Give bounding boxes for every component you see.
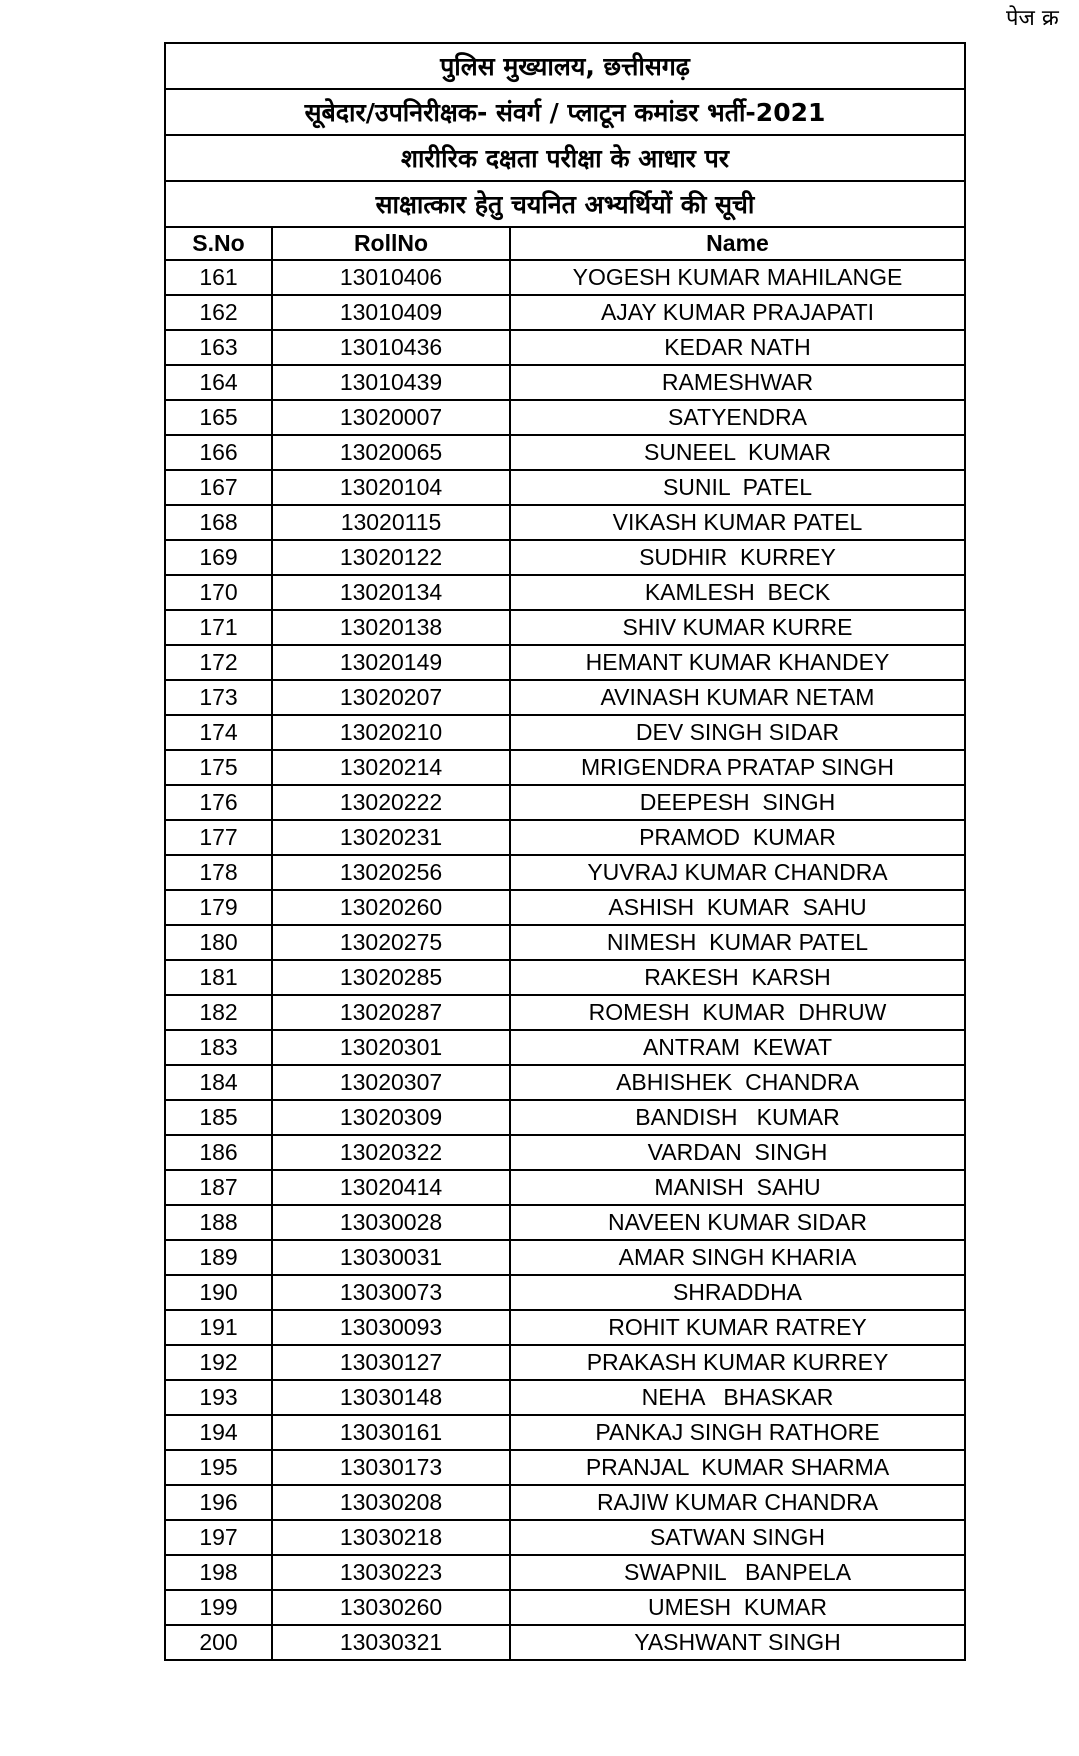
table-row (165, 715, 965, 750)
cell-sno: 175 (165, 750, 272, 785)
cell-rollno: 13020210 (272, 715, 510, 750)
cell-rollno: 13030173 (272, 1450, 510, 1485)
cell-rollno: 13020256 (272, 855, 510, 890)
cell-sno: 167 (165, 470, 272, 505)
cell-name: NEHA BHASKAR (510, 1380, 965, 1415)
cell-sno: 192 (165, 1345, 272, 1380)
table-row (165, 1450, 965, 1485)
cell-rollno: 13010406 (272, 260, 510, 295)
table-row (165, 1275, 965, 1310)
table-row (165, 1310, 965, 1345)
cell-name: KEDAR NATH (510, 330, 965, 365)
cell-name: PRAMOD KUMAR (510, 820, 965, 855)
cell-name: ASHISH KUMAR SAHU (510, 890, 965, 925)
table-row (165, 1100, 965, 1135)
table-row (165, 470, 965, 505)
cell-sno: 185 (165, 1100, 272, 1135)
column-header-rollno: RollNo (272, 227, 510, 260)
cell-sno: 196 (165, 1485, 272, 1520)
cell-rollno: 13030093 (272, 1310, 510, 1345)
cell-rollno: 13020122 (272, 540, 510, 575)
cell-sno: 166 (165, 435, 272, 470)
cell-name: VARDAN SINGH (510, 1135, 965, 1170)
header-title-row (165, 89, 965, 135)
column-header-sno: S.No (165, 227, 272, 260)
cell-name: HEMANT KUMAR KHANDEY (510, 645, 965, 680)
table-row (165, 505, 965, 540)
cell-rollno: 13020134 (272, 575, 510, 610)
cell-sno: 178 (165, 855, 272, 890)
cell-rollno: 13020322 (272, 1135, 510, 1170)
cell-name: ABHISHEK CHANDRA (510, 1065, 965, 1100)
cell-sno: 180 (165, 925, 272, 960)
table-row (165, 575, 965, 610)
table-row (165, 680, 965, 715)
table-row (165, 925, 965, 960)
cell-rollno: 13030218 (272, 1520, 510, 1555)
cell-name: SWAPNIL BANPELA (510, 1555, 965, 1590)
table-row (165, 820, 965, 855)
cell-name: AVINASH KUMAR NETAM (510, 680, 965, 715)
cell-name: KAMLESH BECK (510, 575, 965, 610)
cell-name: DEEPESH SINGH (510, 785, 965, 820)
cell-name: SUDHIR KURREY (510, 540, 965, 575)
cell-sno: 186 (165, 1135, 272, 1170)
cell-rollno: 13020275 (272, 925, 510, 960)
table-row (165, 1030, 965, 1065)
cell-rollno: 13030208 (272, 1485, 510, 1520)
cell-sno: 165 (165, 400, 272, 435)
cell-sno: 168 (165, 505, 272, 540)
table-row (165, 295, 965, 330)
table-row (165, 435, 965, 470)
cell-name: PRAKASH KUMAR KURREY (510, 1345, 965, 1380)
table-row (165, 365, 965, 400)
cell-name: YOGESH KUMAR MAHILANGE (510, 260, 965, 295)
cell-rollno: 13030260 (272, 1590, 510, 1625)
cell-rollno: 13020222 (272, 785, 510, 820)
table-row (165, 960, 965, 995)
cell-sno: 177 (165, 820, 272, 855)
cell-name: ROMESH KUMAR DHRUW (510, 995, 965, 1030)
cell-rollno: 13020138 (272, 610, 510, 645)
cell-name: SATWAN SINGH (510, 1520, 965, 1555)
table-row (165, 330, 965, 365)
candidate-list-table (164, 42, 966, 1661)
cell-name: NIMESH KUMAR PATEL (510, 925, 965, 960)
cell-rollno: 13020309 (272, 1100, 510, 1135)
cell-rollno: 13020260 (272, 890, 510, 925)
cell-sno: 164 (165, 365, 272, 400)
cell-name: SUNEEL KUMAR (510, 435, 965, 470)
cell-name: RAKESH KARSH (510, 960, 965, 995)
cell-sno: 190 (165, 1275, 272, 1310)
table-row (165, 400, 965, 435)
cell-rollno: 13020007 (272, 400, 510, 435)
cell-rollno: 13020149 (272, 645, 510, 680)
table-row (165, 1520, 965, 1555)
cell-rollno: 13030148 (272, 1380, 510, 1415)
cell-name: VIKASH KUMAR PATEL (510, 505, 965, 540)
cell-name: RAJIW KUMAR CHANDRA (510, 1485, 965, 1520)
cell-name: YUVRAJ KUMAR CHANDRA (510, 855, 965, 890)
cell-name: DEV SINGH SIDAR (510, 715, 965, 750)
table-body (165, 260, 965, 1660)
table-row (165, 260, 965, 295)
cell-sno: 171 (165, 610, 272, 645)
column-header-row (165, 227, 965, 260)
cell-name: MANISH SAHU (510, 1170, 965, 1205)
cell-sno: 194 (165, 1415, 272, 1450)
cell-name: ROHIT KUMAR RATREY (510, 1310, 965, 1345)
cell-rollno: 13030223 (272, 1555, 510, 1590)
cell-sno: 199 (165, 1590, 272, 1625)
cell-name: PANKAJ SINGH RATHORE (510, 1415, 965, 1450)
cell-rollno: 13020115 (272, 505, 510, 540)
cell-sno: 169 (165, 540, 272, 575)
table-row (165, 1485, 965, 1520)
cell-sno: 200 (165, 1625, 272, 1660)
table-row (165, 1625, 965, 1660)
cell-rollno: 13020207 (272, 680, 510, 715)
table-row (165, 1590, 965, 1625)
cell-name: NAVEEN KUMAR SIDAR (510, 1205, 965, 1240)
column-header-name: Name (510, 227, 965, 260)
cell-rollno: 13020301 (272, 1030, 510, 1065)
cell-rollno: 13010409 (272, 295, 510, 330)
table-row (165, 1415, 965, 1450)
cell-rollno: 13010436 (272, 330, 510, 365)
cell-sno: 170 (165, 575, 272, 610)
cell-name: BANDISH KUMAR (510, 1100, 965, 1135)
cell-sno: 162 (165, 295, 272, 330)
cell-name: UMESH KUMAR (510, 1590, 965, 1625)
cell-rollno: 13020214 (272, 750, 510, 785)
cell-sno: 198 (165, 1555, 272, 1590)
cell-sno: 195 (165, 1450, 272, 1485)
cell-rollno: 13020287 (272, 995, 510, 1030)
list-title: साक्षात्कार हेतु चयनित अभ्यर्थियों की सूची (165, 181, 965, 227)
cell-name: MRIGENDRA PRATAP SINGH (510, 750, 965, 785)
cell-name: SHIV KUMAR KURRE (510, 610, 965, 645)
cell-rollno: 13020104 (272, 470, 510, 505)
cell-sno: 189 (165, 1240, 272, 1275)
cell-sno: 193 (165, 1380, 272, 1415)
recruitment-title: सूबेदार/उपनिरीक्षक- संवर्ग / प्लाटून कमांडर भर्ती-2021 (165, 89, 965, 135)
table-row (165, 1135, 965, 1170)
cell-sno: 172 (165, 645, 272, 680)
table-row (165, 645, 965, 680)
candidate-list-table-container (164, 42, 964, 1661)
table-row (165, 1380, 965, 1415)
table-row (165, 610, 965, 645)
table-row (165, 1345, 965, 1380)
cell-sno: 173 (165, 680, 272, 715)
table-row (165, 855, 965, 890)
table-row (165, 1205, 965, 1240)
table-row (165, 1240, 965, 1275)
cell-rollno: 13030028 (272, 1205, 510, 1240)
cell-rollno: 13020065 (272, 435, 510, 470)
header-title-row (165, 43, 965, 89)
table-row (165, 1065, 965, 1100)
cell-sno: 183 (165, 1030, 272, 1065)
cell-sno: 184 (165, 1065, 272, 1100)
cell-sno: 161 (165, 260, 272, 295)
table-row (165, 785, 965, 820)
cell-sno: 176 (165, 785, 272, 820)
table-row (165, 540, 965, 575)
table-row (165, 1170, 965, 1205)
table-row (165, 995, 965, 1030)
cell-name: PRANJAL KUMAR SHARMA (510, 1450, 965, 1485)
table-row (165, 1555, 965, 1590)
cell-sno: 197 (165, 1520, 272, 1555)
cell-sno: 182 (165, 995, 272, 1030)
exam-basis-title: शारीरिक दक्षता परीक्षा के आधार पर (165, 135, 965, 181)
cell-sno: 163 (165, 330, 272, 365)
cell-name: RAMESHWAR (510, 365, 965, 400)
page-number-label: पेज क्र (1006, 6, 1059, 31)
table-row (165, 890, 965, 925)
cell-sno: 174 (165, 715, 272, 750)
cell-name: SHRADDHA (510, 1275, 965, 1310)
cell-sno: 188 (165, 1205, 272, 1240)
cell-name: AJAY KUMAR PRAJAPATI (510, 295, 965, 330)
cell-rollno: 13020231 (272, 820, 510, 855)
cell-rollno: 13030161 (272, 1415, 510, 1450)
cell-rollno: 13010439 (272, 365, 510, 400)
header-title-row (165, 181, 965, 227)
cell-name: SATYENDRA (510, 400, 965, 435)
cell-rollno: 13030321 (272, 1625, 510, 1660)
cell-sno: 179 (165, 890, 272, 925)
cell-sno: 181 (165, 960, 272, 995)
table-row (165, 750, 965, 785)
cell-name: ANTRAM KEWAT (510, 1030, 965, 1065)
cell-name: YASHWANT SINGH (510, 1625, 965, 1660)
cell-name: AMAR SINGH KHARIA (510, 1240, 965, 1275)
cell-sno: 191 (165, 1310, 272, 1345)
cell-rollno: 13030073 (272, 1275, 510, 1310)
cell-rollno: 13020285 (272, 960, 510, 995)
cell-rollno: 13020414 (272, 1170, 510, 1205)
office-title: पुलिस मुख्यालय, छत्तीसगढ़ (165, 43, 965, 89)
cell-sno: 187 (165, 1170, 272, 1205)
cell-rollno: 13030127 (272, 1345, 510, 1380)
cell-name: SUNIL PATEL (510, 470, 965, 505)
cell-rollno: 13020307 (272, 1065, 510, 1100)
cell-rollno: 13030031 (272, 1240, 510, 1275)
header-title-row (165, 135, 965, 181)
